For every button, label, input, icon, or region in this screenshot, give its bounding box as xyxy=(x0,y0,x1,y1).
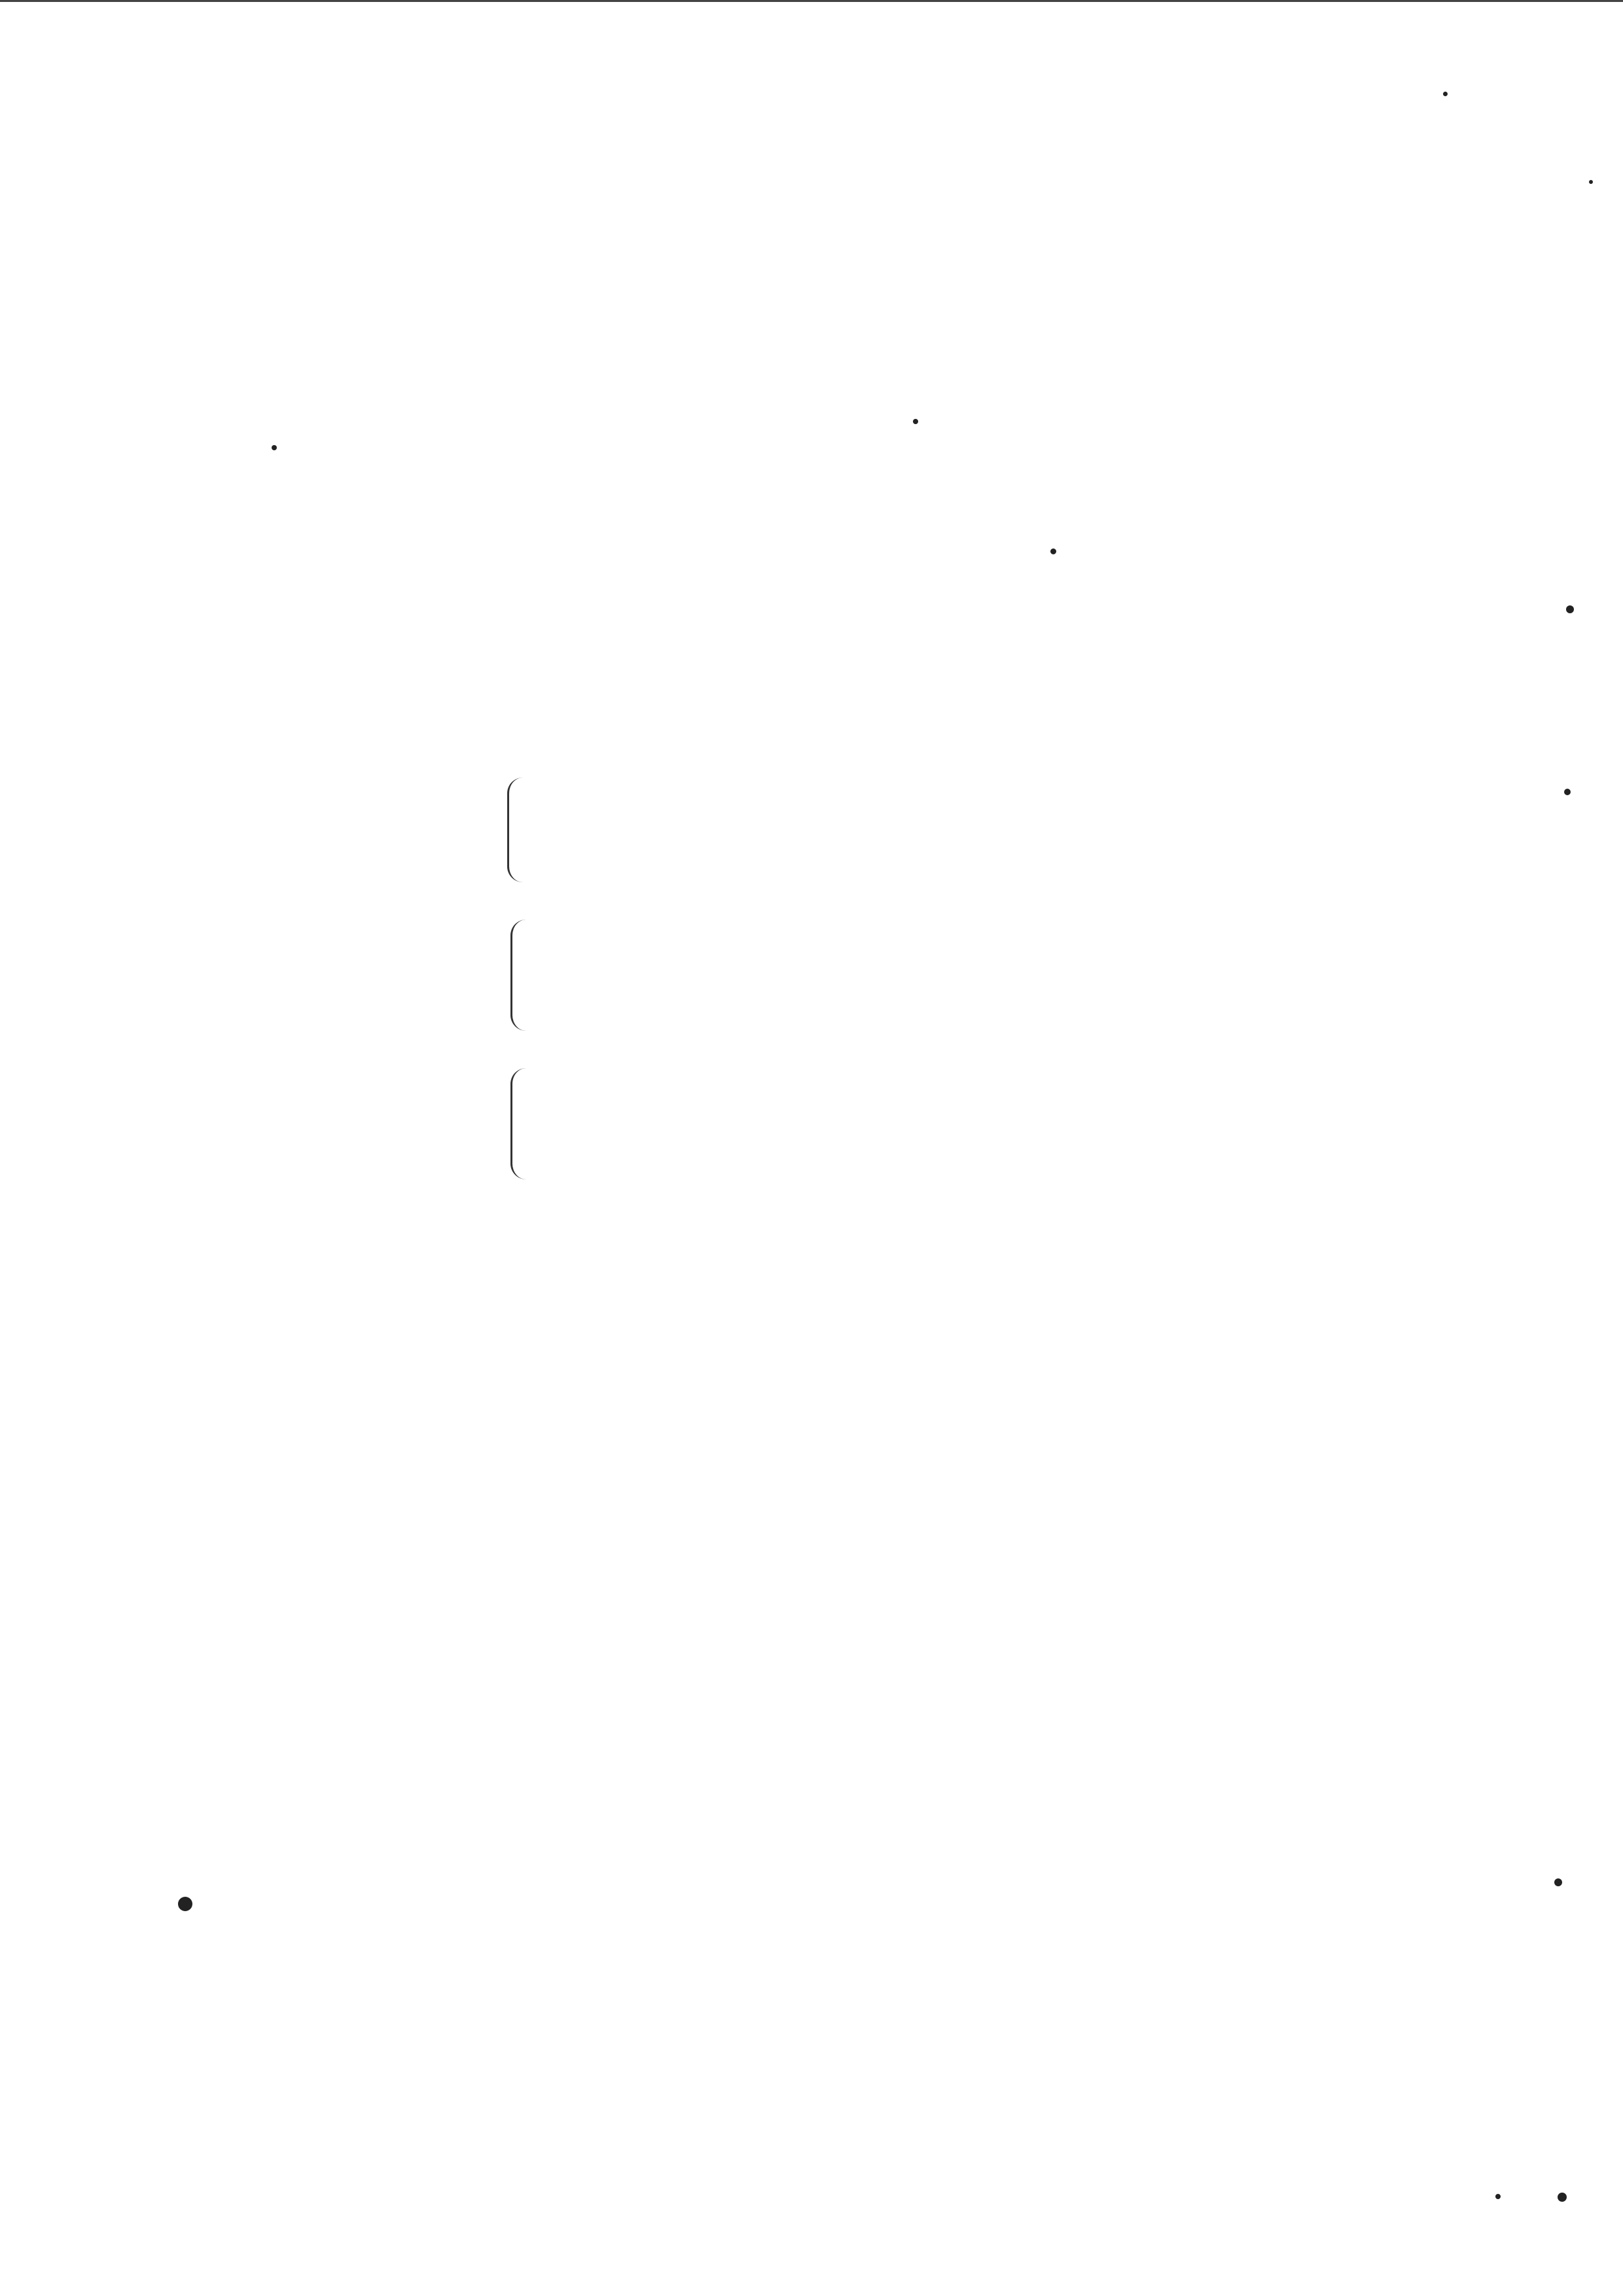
scan-speck xyxy=(1443,92,1448,96)
scan-speck xyxy=(1558,2193,1567,2202)
tree-brace xyxy=(507,778,524,882)
tree-brace xyxy=(510,1068,527,1179)
scan-speck xyxy=(913,419,918,424)
scan-speck xyxy=(1564,789,1571,795)
scan-speck xyxy=(1050,548,1056,554)
scan-speck xyxy=(272,445,277,450)
scan-speck xyxy=(178,1897,192,1911)
scan-speck xyxy=(1589,180,1593,184)
tree-brace xyxy=(510,920,527,1031)
scan-speck xyxy=(1495,2194,1501,2199)
scan-speck xyxy=(1566,605,1574,613)
scan-speck xyxy=(1554,1878,1562,1886)
page-top-edge xyxy=(0,0,1623,2)
